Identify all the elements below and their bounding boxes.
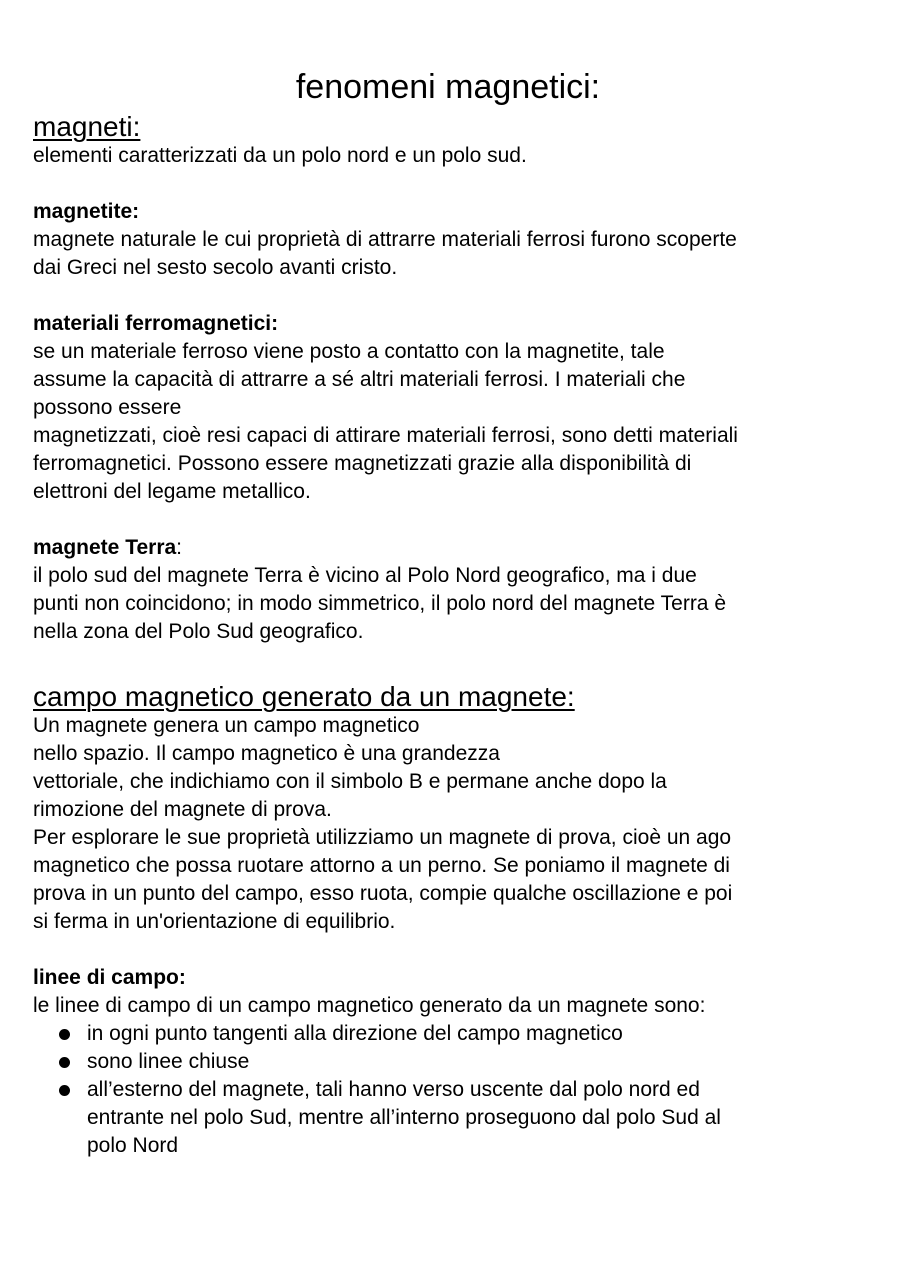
magnete-terra-colon: : (176, 536, 183, 559)
ferromagnetici-line: ferromagnetici. Possono essere magnetizzati grazie alla disponibilità di (33, 452, 692, 475)
magnete-terra-label: magnete Terra (33, 536, 177, 559)
ferromagnetici-label: materiali ferromagnetici: (33, 312, 279, 335)
section-heading-campo: campo magnetico generato da un magnete: (33, 681, 575, 712)
bullet-icon (59, 1085, 70, 1096)
magnete-terra-line: nella zona del Polo Sud geografico. (33, 620, 364, 643)
ferromagnetici-line: magnetizzati, cioè resi capaci di attirare materiali ferrosi, sono detti materiali (33, 424, 738, 447)
ferromagnetici-line: se un materiale ferroso viene posto a contatto con la magnetite, tale (33, 340, 665, 363)
bullet-icon (59, 1029, 70, 1040)
magneti-intro: elementi caratterizzati da un polo nord e un polo sud. (33, 144, 527, 167)
ferromagnetici-line: possono essere (33, 396, 182, 419)
magnetite-label: magnetite: (33, 200, 140, 223)
list-item (57, 1076, 863, 1160)
list-item-text: in ogni punto tangenti alla direzione del campo magnetico (87, 1022, 623, 1045)
section-heading-magneti: magneti: (33, 111, 141, 142)
list-item (57, 1048, 863, 1076)
campo-line: vettoriale, che indichiamo con il simbolo B e permane anche dopo la (33, 770, 667, 793)
document-page (33, 66, 863, 1160)
campo-line: Un magnete genera un campo magnetico (33, 714, 420, 737)
linee-di-campo-label: linee di campo: (33, 966, 186, 989)
page-title: fenomeni magnetici: (295, 68, 601, 106)
campo-line: nello spazio. Il campo magnetico è una grandezza (33, 742, 500, 765)
magnete-terra-line: punti non coincidono; in modo simmetrico, il polo nord del magnete Terra è (33, 592, 726, 615)
campo-line: si ferma in un'orientazione di equilibrio. (33, 910, 396, 933)
list-item-text: polo Nord (87, 1134, 179, 1157)
magnetite-line: magnete naturale le cui proprietà di attrarre materiali ferrosi furono scoperte (33, 228, 737, 251)
ferromagnetici-line: elettroni del legame metallico. (33, 480, 311, 503)
campo-line: Per esplorare le sue proprietà utilizziamo un magnete di prova, cioè un ago (33, 826, 732, 849)
ferromagnetici-line: assume la capacità di attrarre a sé altri materiali ferrosi. I materiali che (33, 368, 686, 391)
list-item-text: entrante nel polo Sud, mentre all’interno proseguono dal polo Sud al (87, 1106, 721, 1129)
linee-di-campo-intro: le linee di campo di un campo magnetico generato da un magnete sono: (33, 994, 706, 1017)
campo-line: prova in un punto del campo, esso ruota, compie qualche oscillazione e poi (33, 882, 733, 905)
campo-line: rimozione del magnete di prova. (33, 798, 332, 821)
magnetite-line: dai Greci nel sesto secolo avanti cristo. (33, 256, 398, 279)
list-item (57, 1020, 863, 1048)
list-item-text: sono linee chiuse (87, 1050, 250, 1073)
linee-di-campo-list (33, 1020, 863, 1160)
campo-line: magnetico che possa ruotare attorno a un perno. Se poniamo il magnete di (33, 854, 730, 877)
bullet-icon (59, 1057, 70, 1068)
list-item-text: all’esterno del magnete, tali hanno verso uscente dal polo nord ed (87, 1078, 700, 1101)
magnete-terra-heading (33, 534, 863, 562)
magnete-terra-line: il polo sud del magnete Terra è vicino al Polo Nord geografico, ma i due (33, 564, 697, 587)
